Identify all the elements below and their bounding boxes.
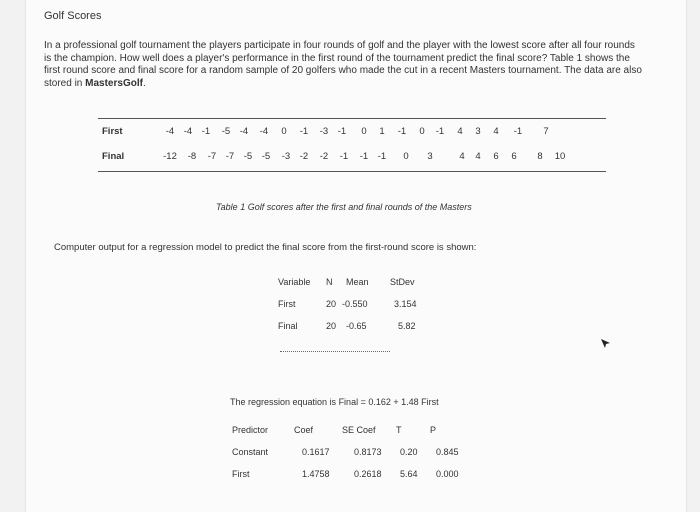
summary-header: StDev	[390, 277, 415, 287]
final-score-cell: 4	[459, 151, 465, 162]
dataset-name: MastersGolf	[85, 77, 143, 89]
coef-header: Predictor	[232, 425, 269, 435]
summary-header: Variable	[278, 277, 311, 287]
final-score-cell: -1	[377, 151, 387, 162]
first-score-cell: -1	[337, 126, 347, 137]
summary-header: N	[326, 277, 333, 287]
summary-cell: 20	[326, 299, 337, 309]
final-score-cell: -2	[299, 151, 309, 162]
final-score-cell: 8	[537, 151, 543, 162]
final-score-cell: 6	[493, 151, 499, 162]
final-score-cell: -1	[339, 151, 349, 162]
final-score-cell: -7	[225, 151, 235, 162]
first-score-cell: -1	[201, 126, 211, 137]
coef-cell: 0.20	[400, 447, 418, 457]
paragraph-text: In a professional golf tournament the players participate in four rounds of golf and the player with the lowest score after all four rounds is the champion. How well does a player's performance in the first round of the tournament predict the final score? Table 1 shows the first round score and final score for a random sample of 20 golfers who made the cut in a recent Masters tournament. The data are also stored in	[44, 40, 642, 89]
first-row-label: First	[102, 126, 123, 137]
first-score-cell: -1	[299, 126, 309, 137]
regression-intro: Computer output for a regression model to predict the final score from the first-round score is shown:	[54, 242, 477, 253]
final-score-cell: -7	[207, 151, 217, 162]
paragraph-end: .	[142, 77, 146, 89]
final-score-cell: 6	[511, 151, 517, 162]
final-score-cell: -8	[187, 151, 197, 162]
first-score-cell: -1	[397, 126, 407, 137]
coef-cell: 0.845	[436, 447, 459, 457]
first-row	[98, 126, 606, 140]
first-score-cell: 3	[475, 126, 481, 137]
summary-cell: 3.154	[394, 299, 417, 309]
first-score-cell: 0	[419, 126, 425, 137]
first-score-cell: -4	[183, 126, 193, 137]
final-score-cell: 0	[403, 151, 409, 162]
first-score-cell: -5	[221, 126, 231, 137]
final-row-label: Final	[102, 151, 125, 162]
regression-equation: The regression equation is Final = 0.162 + 1.48 First	[230, 397, 439, 407]
coef-cell: Constant	[232, 447, 269, 457]
final-score-cell: -2	[319, 151, 329, 162]
document-page	[26, 0, 686, 512]
summary-cell: 5.82	[398, 321, 416, 331]
final-score-cell: -1	[359, 151, 369, 162]
coef-cell: 1.4758	[302, 469, 330, 479]
first-score-cell: -1	[435, 126, 445, 137]
coef-header: Coef	[294, 425, 314, 435]
final-score-cell: -5	[261, 151, 271, 162]
first-score-cell: -3	[319, 126, 329, 137]
first-score-cell: -4	[259, 126, 269, 137]
summary-cell: First	[278, 299, 296, 309]
final-row	[98, 151, 606, 165]
summary-cell: -0.550	[342, 299, 368, 309]
first-score-cell: -4	[165, 126, 175, 137]
coef-cell: First	[232, 469, 250, 479]
first-score-cell: 4	[493, 126, 499, 137]
first-score-cell: 0	[281, 126, 287, 137]
summary-cell: 20	[326, 321, 337, 331]
final-score-cell: 3	[427, 151, 433, 162]
coef-cell: 0.000	[436, 469, 459, 479]
first-score-cell: 7	[543, 126, 549, 137]
first-score-cell: -4	[239, 126, 249, 137]
summary-cell: Final	[278, 321, 298, 331]
first-score-cell: 0	[361, 126, 367, 137]
coef-cell: 0.1617	[302, 447, 330, 457]
coef-cell: 0.2618	[354, 469, 382, 479]
divider	[280, 351, 390, 352]
scores-table	[98, 118, 606, 172]
final-score-cell: 4	[475, 151, 481, 162]
first-score-cell: 4	[457, 126, 463, 137]
summary-header: Mean	[346, 277, 369, 287]
final-score-cell: 10	[554, 151, 566, 162]
mouse-cursor-icon	[600, 338, 612, 350]
coef-cell: 5.64	[400, 469, 418, 479]
problem-paragraph	[44, 40, 644, 90]
final-score-cell: -3	[281, 151, 291, 162]
coef-header: P	[430, 425, 437, 435]
first-score-cell: 1	[379, 126, 385, 137]
coef-header: SE Coef	[342, 425, 376, 435]
page-title: Golf Scores	[44, 10, 102, 22]
summary-cell: -0.65	[346, 321, 367, 331]
coef-header: T	[396, 425, 402, 435]
first-score-cell: -1	[513, 126, 523, 137]
final-score-cell: -5	[243, 151, 253, 162]
final-score-cell: -12	[163, 151, 177, 162]
table-caption: Table 1 Golf scores after the first and final rounds of the Masters	[216, 202, 472, 212]
coef-cell: 0.8173	[354, 447, 382, 457]
